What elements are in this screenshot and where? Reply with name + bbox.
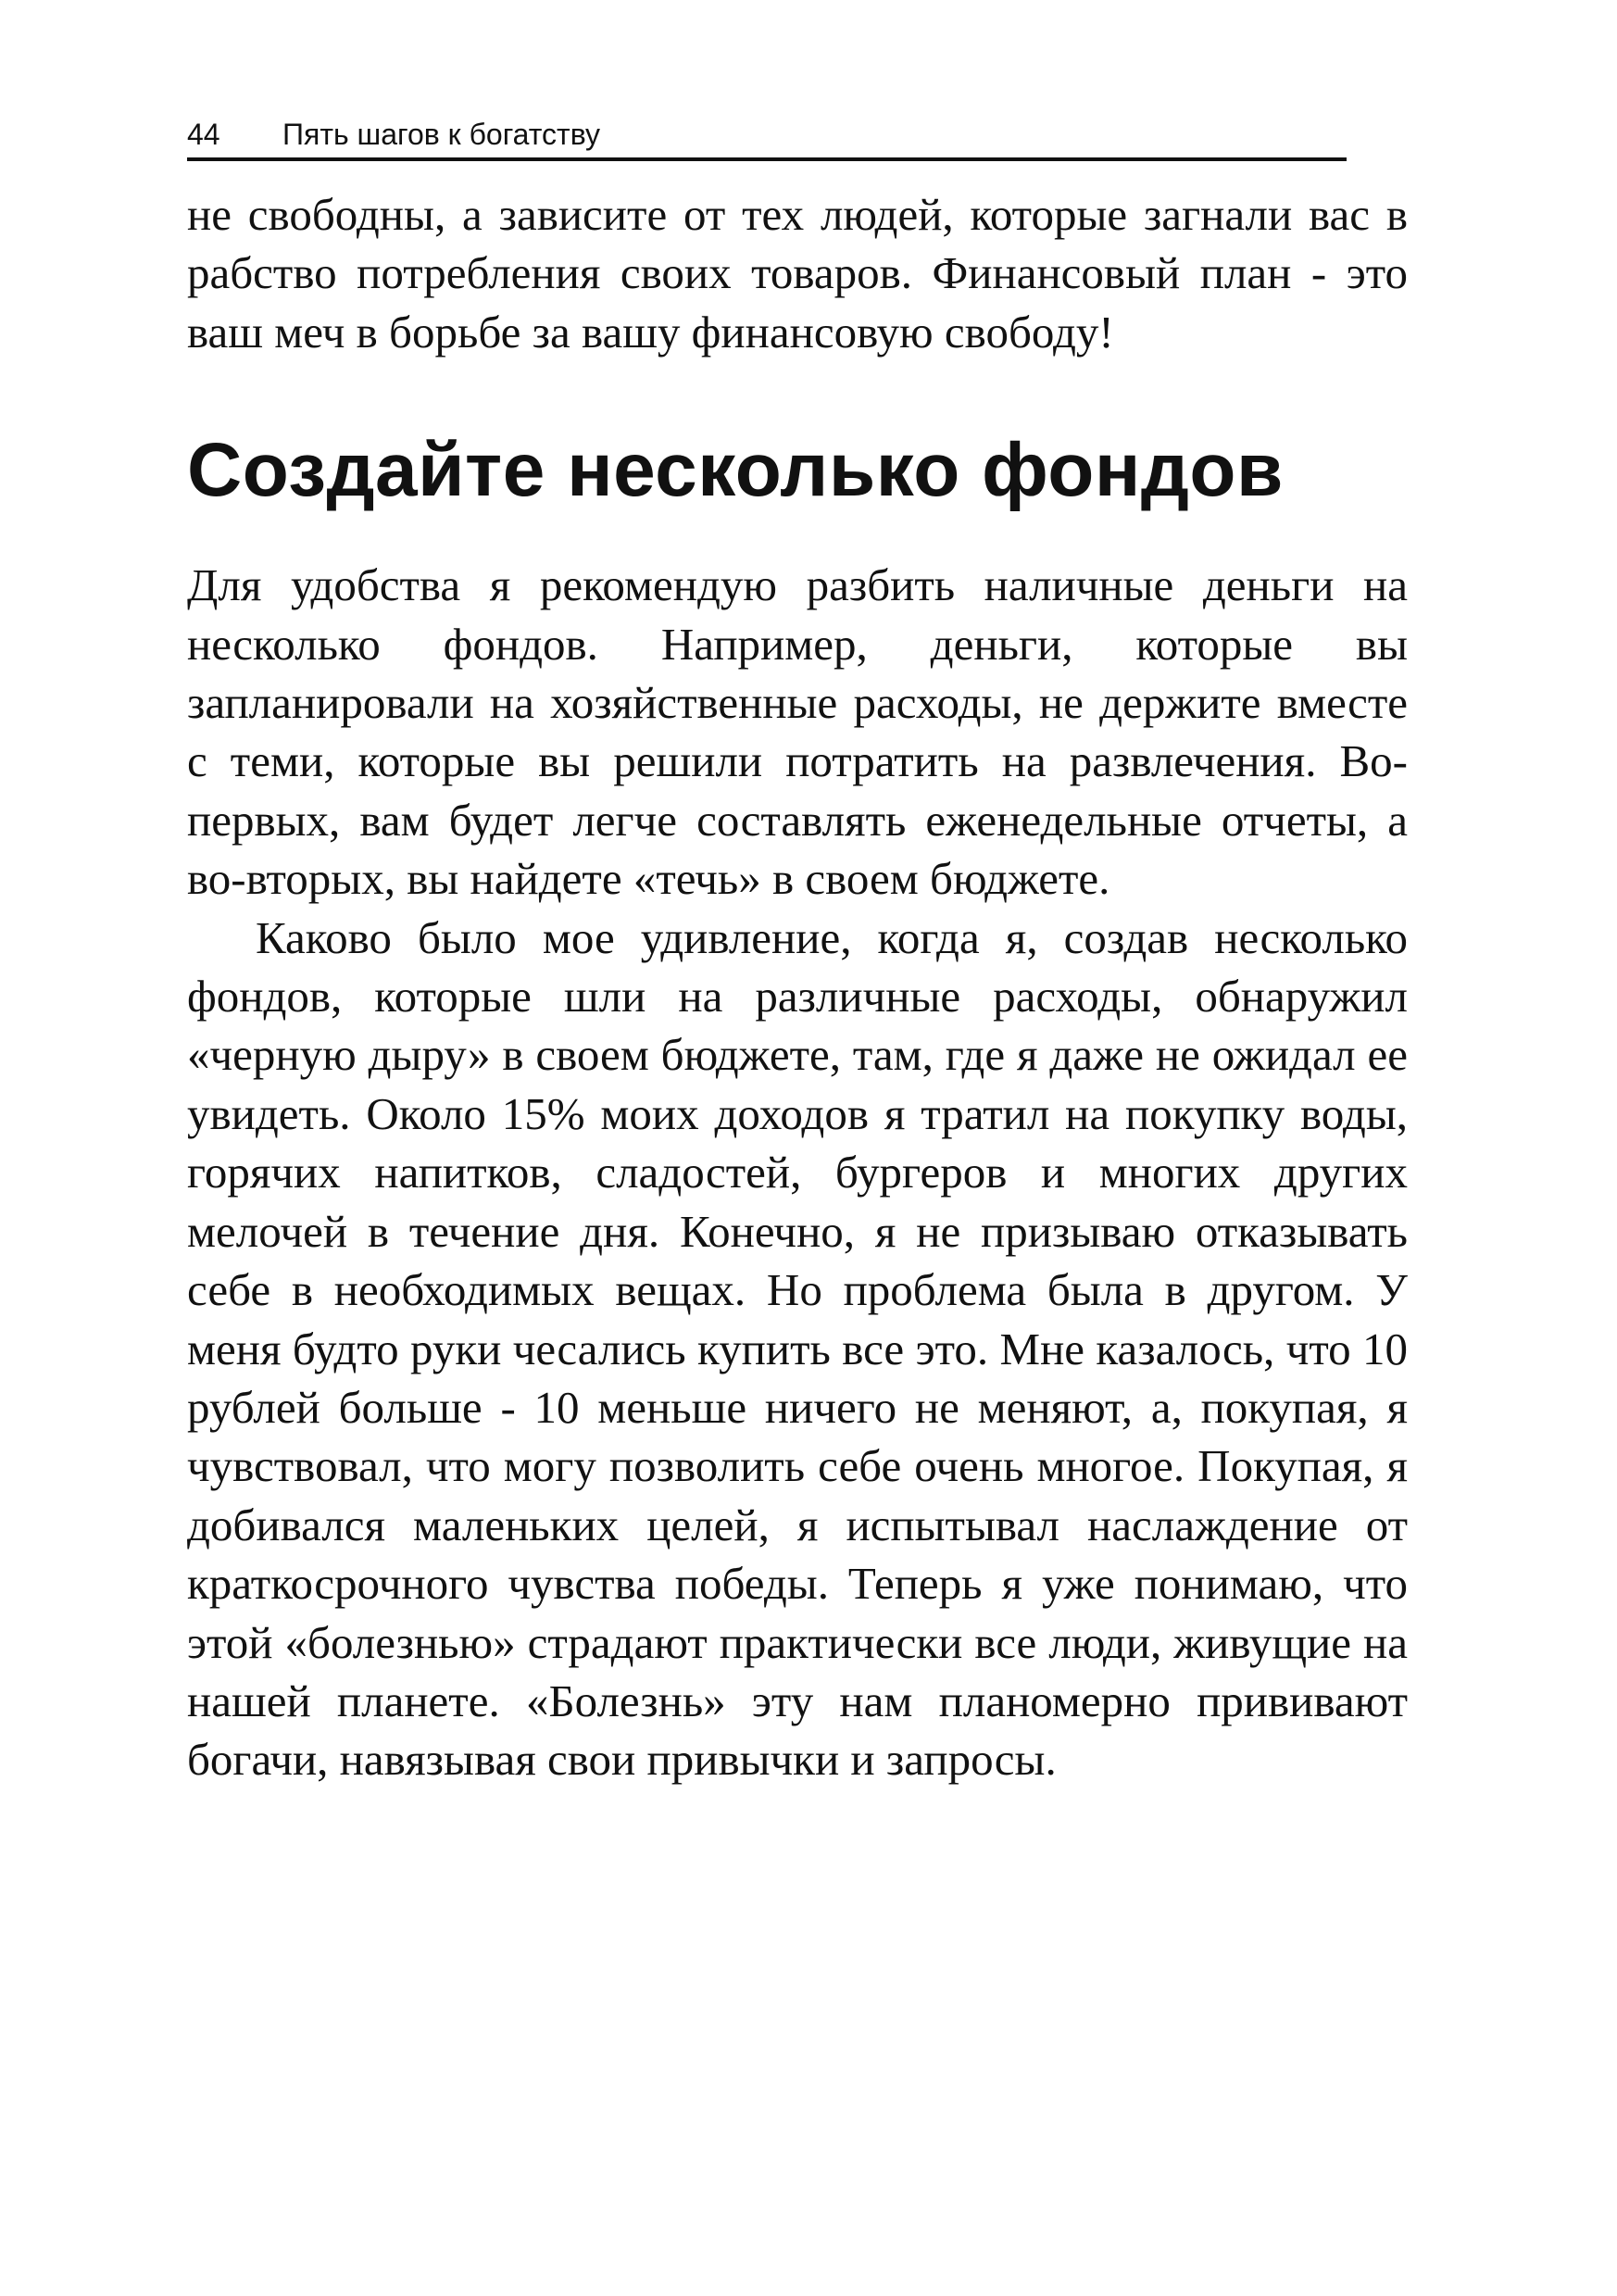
paragraph-1: Для удобства я рекомендую разбить наличные деньги на несколько фондов. Например, деньги, которые вы запланировали на хозяйственные расходы, не держите вместе с теми, которые вы решили потратить на развлечения. Во-первых, вам будет легче составлять еженедельные отчеты, а во-вторых, вы найдете «течь» в своем бюджете. (187, 559, 1408, 905)
page-number: 44 (187, 118, 220, 151)
section-title: Создайте несколько фондов (187, 428, 1284, 513)
paragraph-2: Каково было мое удивление, когда я, создав несколько фондов, которые шли на различные расходы, обнаружил «черную дыру» в своем бюджете, там, где я даже не ожидал ее увидеть. Около 15% моих доходов я тратил на покупку воды, горячих напитков, сладостей, бургеров и многих других мелочей в течение дня. Конечно, я не призываю отказывать себе в необходимых вещах. Но проблема была в другом. У меня будто руки чесались купить все это. Мне казалось, что 10 рублей больше - 10 меньше ничего не меняют, а, покупая, я чувствовал, что могу позволить себе очень многое. Покупая, я добивался маленьких целей, я испытывал наслаждение от краткосрочного чувства победы. Теперь я уже понимаю, что этой «болезнью» страдают практически все люди, живущие на нашей планете. «Болезнь» эту нам планомерно прививают богачи, навязывая свои привычки и запросы. (187, 911, 1408, 1786)
running-header (187, 117, 1347, 161)
intro-paragraph: не свободны, а зависите от тех людей, которые загнали вас в рабство потребления своих товаров. Финансовый план - это ваш меч в борьбе за вашу финансовую свободу! (187, 189, 1408, 358)
book-title: Пять шагов к богатству (282, 118, 600, 151)
page-content (187, 185, 1408, 1789)
